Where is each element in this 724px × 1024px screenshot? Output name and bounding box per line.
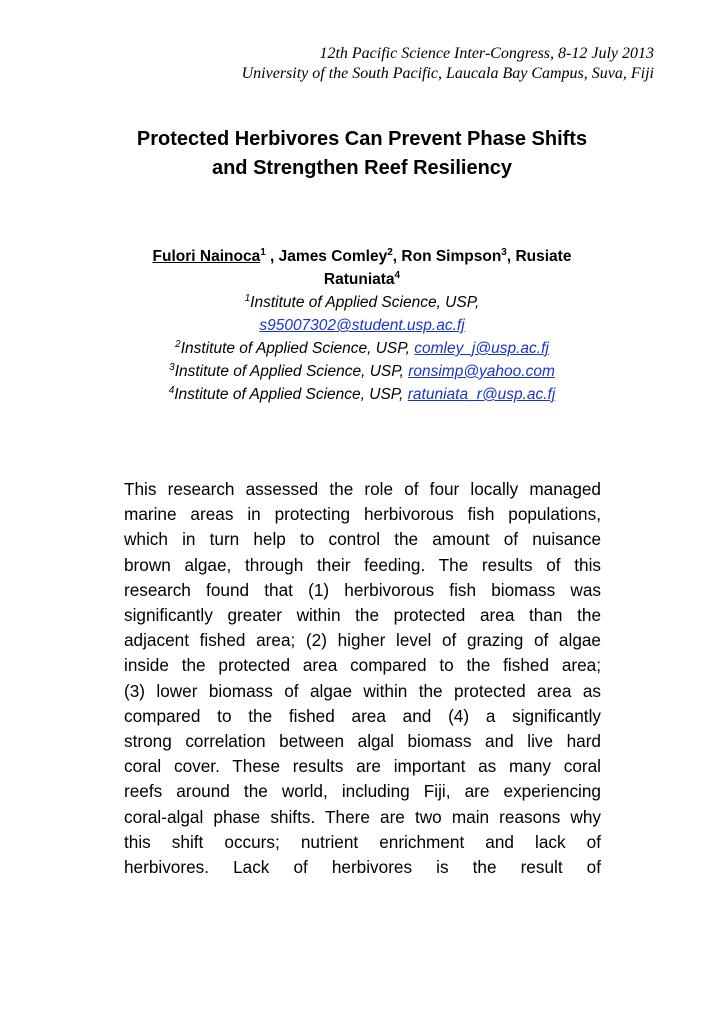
- paper-title-line-2: and Strengthen Reef Resiliency: [211, 157, 513, 179]
- affiliation-3-text: Institute of Applied Science, USP,: [174, 363, 409, 380]
- affiliation-2-sup: 2: [175, 338, 181, 350]
- author-4-sup: 4: [394, 269, 401, 281]
- abstract-line: coral cover. These results are important as many coral: [124, 756, 601, 777]
- abstract-line: inside the protected area compared to the fished area;: [124, 655, 601, 676]
- abstract-line: which in turn help to control the amount of nuisance: [124, 529, 601, 550]
- abstract-body: [124, 477, 601, 880]
- abstract-line: coral-algal phase shifts. There are two main reasons why: [124, 806, 601, 827]
- author-2-sup: 2: [387, 246, 393, 258]
- author-names-cont: [0, 268, 724, 291]
- abstract-line: reefs around the world, including Fiji, are experiencing: [124, 781, 601, 802]
- affiliation-4: [0, 383, 724, 406]
- abstract-line: research found that (1) herbivorous fish biomass was: [124, 579, 601, 600]
- author-4-name-cont: Ratuniata: [323, 271, 395, 288]
- abstract-line: adjacent fished area; (2) higher level of grazing of algae: [124, 630, 601, 651]
- author-4-name: , Rusiate: [506, 248, 572, 265]
- abstract-line: strong correlation between algal biomass and live hard: [124, 731, 601, 752]
- conference-header-line-1: 12th Pacific Science Inter-Congress, 8-12 July 2013: [319, 45, 654, 62]
- paper-title-line-1: Protected Herbivores Can Prevent Phase Shifts: [136, 128, 588, 150]
- affiliation-3-sup: 3: [169, 361, 175, 373]
- affiliation-4-email-link[interactable]: ratuniata_r@usp.ac.fj: [407, 386, 556, 403]
- abstract-line: this shift occurs; nutrient enrichment and lack of: [124, 831, 601, 852]
- affiliation-1-email-link[interactable]: s95007302@student.usp.ac.fj: [259, 317, 465, 334]
- affiliation-3: [0, 360, 724, 383]
- abstract-line: significantly greater within the protected area than the: [124, 605, 601, 626]
- abstract-line: brown algae, through their feeding. The results of this: [124, 554, 601, 575]
- conference-header: [242, 44, 654, 84]
- author-1-name: Fulori Nainoca: [152, 248, 261, 265]
- author-1-sup: 1: [260, 246, 266, 258]
- affiliation-3-email-link[interactable]: ronsimp@yahoo.com: [408, 363, 555, 380]
- affiliation-2-text: Institute of Applied Science, USP,: [180, 340, 415, 357]
- affiliation-1-email-line: [0, 314, 724, 337]
- affiliation-1: [0, 291, 724, 314]
- author-names: [0, 245, 724, 268]
- abstract-line: (3) lower biomass of algae within the protected area as: [124, 680, 601, 701]
- abstract-line: herbivores. Lack of herbivores is the result of: [124, 857, 601, 878]
- abstract-line: This research assessed the role of four locally managed: [124, 479, 601, 499]
- affiliation-2-email-link[interactable]: comley_j@usp.ac.fj: [414, 340, 549, 357]
- affiliation-1-sup: 1: [244, 292, 251, 304]
- author-block: [0, 245, 724, 406]
- abstract-line: marine areas in protecting herbivorous fish populations,: [124, 504, 601, 525]
- affiliation-1-text: Institute of Applied Science, USP,: [250, 294, 480, 311]
- author-2-name: , James Comley: [265, 248, 388, 265]
- author-3-sup: 3: [501, 246, 507, 258]
- affiliation-4-sup: 4: [168, 384, 175, 396]
- affiliation-4-text: Institute of Applied Science, USP,: [174, 386, 408, 403]
- abstract-line: compared to the fished area and (4) a significantly: [124, 705, 601, 726]
- affiliation-2: [0, 337, 724, 360]
- conference-header-line-2: University of the South Pacific, Laucala Bay Campus, Suva, Fiji: [241, 65, 654, 82]
- paper-title: [0, 125, 724, 183]
- author-3-name: , Ron Simpson: [392, 248, 502, 265]
